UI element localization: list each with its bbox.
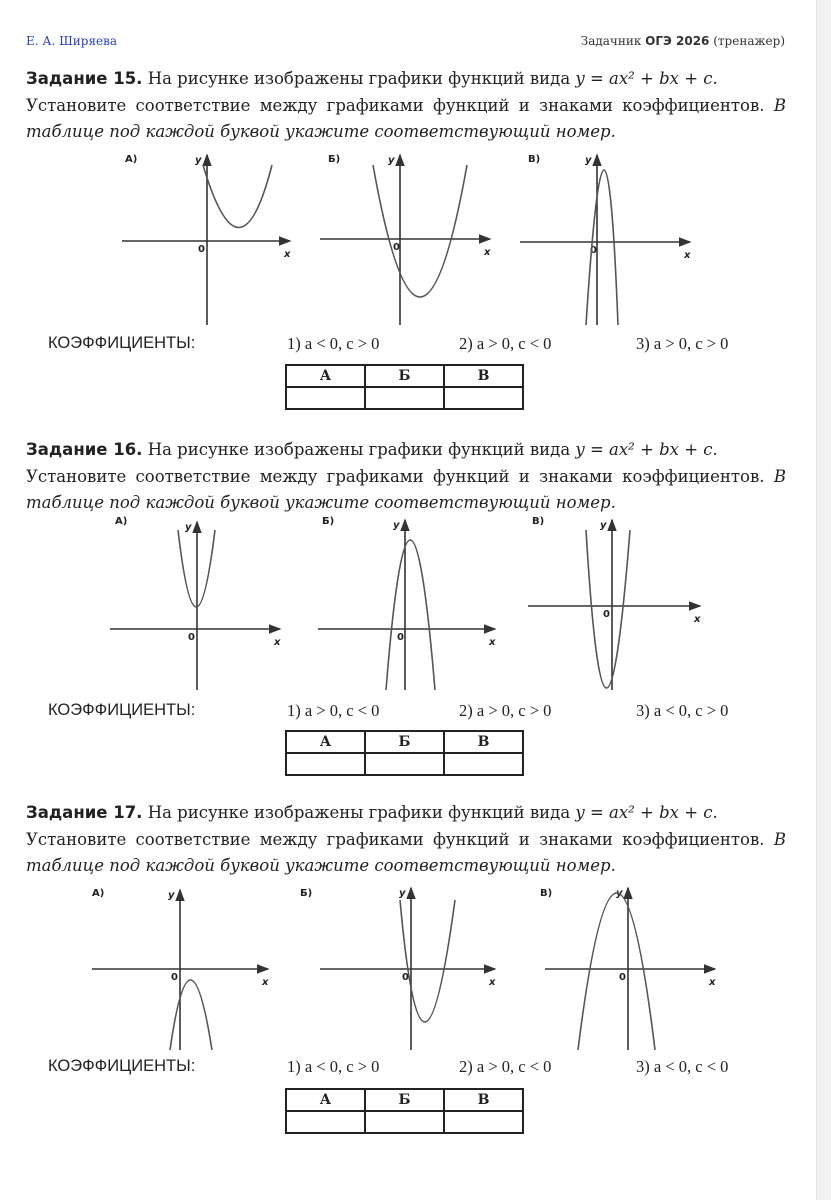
x-axis-label: x	[274, 637, 281, 648]
y-axis-label: y	[399, 888, 406, 899]
parabola-curve	[203, 165, 272, 228]
graph-label: А)	[115, 516, 128, 527]
option-1: 1) a < 0, c > 0	[287, 1057, 380, 1076]
col-a: А	[286, 365, 365, 387]
x-axis-label: x	[489, 637, 496, 648]
x-axis-label: x	[284, 249, 291, 260]
option-2: 2) a > 0, c < 0	[459, 1057, 552, 1076]
option-1: 1) a < 0, c > 0	[287, 334, 380, 353]
origin-label: 0	[619, 972, 626, 983]
coef-label: КОЭФФИЦИЕНТЫ:	[48, 701, 196, 719]
col-b: Б	[365, 1089, 444, 1111]
col-v: В	[444, 731, 523, 753]
y-axis-label: y	[388, 155, 395, 166]
origin-label: 0	[171, 972, 178, 983]
origin-label: 0	[402, 972, 409, 983]
graph-label: Б)	[322, 516, 335, 527]
origin-label: 0	[198, 244, 205, 255]
y-axis-label: y	[585, 155, 592, 166]
graph-label: А)	[125, 154, 138, 165]
origin-label: 0	[603, 609, 610, 620]
parabola-curve	[578, 893, 655, 1050]
x-axis-label: x	[694, 614, 701, 625]
parabola-curve	[386, 540, 435, 690]
y-axis-label: y	[168, 890, 175, 901]
x-axis-label: x	[709, 977, 716, 988]
origin-label: 0	[397, 632, 404, 643]
coef-label: КОЭФФИЦИЕНТЫ:	[48, 1057, 196, 1075]
x-axis-label: x	[489, 977, 496, 988]
option-3: 3) a > 0, c > 0	[636, 334, 729, 353]
header-book: Задачник ОГЭ 2026 (тренажер)	[580, 34, 785, 48]
x-axis-label: x	[262, 977, 269, 988]
origin-label: 0	[393, 242, 400, 253]
graph-label: А)	[92, 888, 105, 899]
origin-label: 0	[590, 245, 597, 256]
task-17: Задание 17. На рисунке изображены графики функций вида y = ax² + bx + c. Установите соответствие между графиками функций и знаками коэффициентов. В таблице под каждой буквой укажите соответствующий номер.	[26, 803, 786, 875]
y-axis-label: y	[600, 520, 607, 531]
parabola-curve	[373, 165, 467, 297]
col-a: А	[286, 731, 365, 753]
task-16: Задание 16. На рисунке изображены графики функций вида y = ax² + bx + c. Установите соответствие между графиками функций и знаками коэффициентов. В таблице под каждой буквой укажите соответствующий номер.	[26, 440, 786, 512]
option-1: 1) a > 0, c < 0	[287, 701, 380, 720]
option-2: 2) a > 0, c > 0	[459, 701, 552, 720]
graph-label: В)	[532, 516, 545, 527]
option-3: 3) a < 0, c < 0	[636, 1057, 729, 1076]
coef-label: КОЭФФИЦИЕНТЫ:	[48, 334, 196, 352]
task-15: Задание 15. На рисунке изображены графики функций вида y = ax² + bx + c. Установите соответствие между графиками функций и знаками коэффициентов. В таблице под каждой буквой укажите соответствующий номер.	[26, 69, 786, 141]
y-axis-label: y	[393, 520, 400, 531]
col-v: В	[444, 365, 523, 387]
parabola-curve	[400, 900, 455, 1022]
graph-label: В)	[540, 888, 553, 899]
origin-label: 0	[188, 632, 195, 643]
col-b: Б	[365, 731, 444, 753]
option-2: 2) a > 0, c < 0	[459, 334, 552, 353]
graph-label: В)	[528, 154, 541, 165]
header-author: Е. А. Ширяева	[26, 34, 118, 48]
graph-label: Б)	[328, 154, 341, 165]
x-axis-label: x	[684, 250, 691, 261]
y-axis-label: y	[616, 888, 623, 899]
y-axis-label: y	[185, 522, 192, 533]
col-v: В	[444, 1089, 523, 1111]
col-a: А	[286, 1089, 365, 1111]
col-b: Б	[365, 365, 444, 387]
parabola-curve	[170, 980, 212, 1050]
y-axis-label: y	[195, 155, 202, 166]
graph-label: Б)	[300, 888, 313, 899]
x-axis-label: x	[484, 247, 491, 258]
option-3: 3) a < 0, c > 0	[636, 701, 729, 720]
